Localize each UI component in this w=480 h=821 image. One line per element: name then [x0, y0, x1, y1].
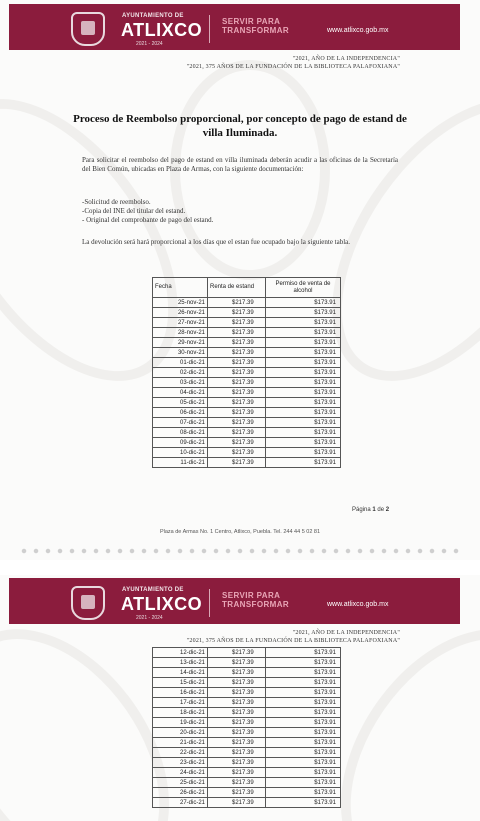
alcohol-cell: $173.91 — [266, 678, 341, 688]
date-cell: 04-dic-21 — [153, 388, 208, 398]
alcohol-cell: $173.91 — [266, 448, 341, 458]
alcohol-cell: $173.91 — [266, 748, 341, 758]
header-divider — [209, 15, 210, 43]
alcohol-cell: $173.91 — [266, 318, 341, 328]
date-cell: 30-nov-21 — [153, 348, 208, 358]
rent-cell: $217.39 — [208, 458, 266, 468]
table-row — [153, 408, 341, 418]
date-cell: 25-dic-21 — [153, 778, 208, 788]
alcohol-cell: $173.91 — [266, 348, 341, 358]
alcohol-cell: $173.91 — [266, 428, 341, 438]
table-row — [153, 678, 341, 688]
slogan: SERVIR PARA TRANSFORMAR — [222, 17, 290, 35]
rent-cell: $217.39 — [208, 318, 266, 328]
table-row — [153, 428, 341, 438]
org-years: 2021 - 2024 — [136, 41, 163, 47]
requirement-item: - Original del comprobante de pago del estand. — [82, 216, 214, 224]
table-row — [153, 728, 341, 738]
letterhead — [9, 4, 460, 50]
date-cell: 10-dic-21 — [153, 448, 208, 458]
legend-line-1: "2021, AÑO DE LA INDEPENDENCIA" — [292, 630, 400, 636]
rent-cell: $217.39 — [208, 648, 266, 658]
column-header-rent: Renta de estand — [208, 278, 266, 298]
alcohol-cell: $173.91 — [266, 418, 341, 428]
rent-cell: $217.39 — [208, 778, 266, 788]
alcohol-cell: $173.91 — [266, 718, 341, 728]
rent-cell: $217.39 — [208, 388, 266, 398]
requirements-list — [82, 198, 213, 225]
table-row — [153, 308, 341, 318]
website-url: www.atlixco.gob.mx — [327, 601, 389, 608]
column-header-alcohol: Permiso de venta de alcohol — [266, 278, 341, 298]
page-number: Página 1 de 2 — [352, 507, 390, 513]
alcohol-cell: $173.91 — [266, 358, 341, 368]
table-row — [153, 648, 341, 658]
date-cell: 13-dic-21 — [153, 658, 208, 668]
alcohol-cell: $173.91 — [266, 308, 341, 318]
alcohol-cell: $173.91 — [266, 398, 341, 408]
org-subtitle: AYUNTAMIENTO DE — [122, 587, 184, 593]
alcohol-cell: $173.91 — [266, 438, 341, 448]
date-cell: 27-nov-21 — [153, 318, 208, 328]
alcohol-cell: $173.91 — [266, 338, 341, 348]
alcohol-cell: $173.91 — [266, 378, 341, 388]
table-row — [153, 778, 341, 788]
website-url: www.atlixco.gob.mx — [327, 27, 389, 34]
alcohol-cell: $173.91 — [266, 758, 341, 768]
alcohol-cell: $173.91 — [266, 788, 341, 798]
rent-cell: $217.39 — [208, 768, 266, 778]
alcohol-cell: $173.91 — [266, 708, 341, 718]
decorative-border — [18, 546, 462, 556]
date-cell: 16-dic-21 — [153, 688, 208, 698]
table-row — [153, 438, 341, 448]
table-row — [153, 358, 341, 368]
date-cell: 05-dic-21 — [153, 398, 208, 408]
document-title: Proceso de Reembolso proporcional, por concepto de pago de estand de villa Iluminada. — [73, 113, 407, 139]
alcohol-cell: $173.91 — [266, 648, 341, 658]
rent-cell: $217.39 — [208, 358, 266, 368]
date-cell: 20-dic-21 — [153, 728, 208, 738]
rent-cell: $217.39 — [208, 748, 266, 758]
table-row — [153, 738, 341, 748]
closing-paragraph: La devolución será hará proporcional a los días que el estan fue ocupado bajo la siguiente tabla. — [82, 238, 351, 246]
rent-cell: $217.39 — [208, 368, 266, 378]
alcohol-cell: $173.91 — [266, 778, 341, 788]
table-row — [153, 378, 341, 388]
date-cell: 23-dic-21 — [153, 758, 208, 768]
alcohol-cell: $173.91 — [266, 698, 341, 708]
table-row — [153, 368, 341, 378]
table-row — [153, 318, 341, 328]
table-row — [153, 328, 341, 338]
letterhead — [9, 578, 460, 624]
date-cell: 26-nov-21 — [153, 308, 208, 318]
alcohol-cell: $173.91 — [266, 768, 341, 778]
table-row — [153, 768, 341, 778]
org-subtitle: AYUNTAMIENTO DE — [122, 13, 184, 19]
table-body — [153, 648, 341, 808]
table-row — [153, 348, 341, 358]
rent-cell: $217.39 — [208, 668, 266, 678]
rent-cell: $217.39 — [208, 348, 266, 358]
date-cell: 29-nov-21 — [153, 338, 208, 348]
rent-cell: $217.39 — [208, 798, 266, 808]
table-row — [153, 688, 341, 698]
alcohol-cell: $173.91 — [266, 728, 341, 738]
rent-cell: $217.39 — [208, 788, 266, 798]
org-name: ATLIXCO — [121, 594, 203, 614]
date-cell: 28-nov-21 — [153, 328, 208, 338]
date-cell: 27-dic-21 — [153, 798, 208, 808]
rent-cell: $217.39 — [208, 448, 266, 458]
date-cell: 25-nov-21 — [153, 298, 208, 308]
table-row — [153, 448, 341, 458]
slogan: SERVIR PARA TRANSFORMAR — [222, 591, 290, 609]
alcohol-cell: $173.91 — [266, 408, 341, 418]
header-divider — [209, 589, 210, 617]
rent-cell: $217.39 — [208, 298, 266, 308]
requirement-item: -Copia del INE del titular del estand. — [82, 207, 186, 215]
table-row — [153, 798, 341, 808]
date-cell: 12-dic-21 — [153, 648, 208, 658]
rent-cell: $217.39 — [208, 758, 266, 768]
date-cell: 19-dic-21 — [153, 718, 208, 728]
rent-cell: $217.39 — [208, 688, 266, 698]
date-cell: 01-dic-21 — [153, 358, 208, 368]
rent-cell: $217.39 — [208, 738, 266, 748]
atlixco-crest-icon — [71, 12, 105, 46]
table-row — [153, 458, 341, 468]
date-cell: 02-dic-21 — [153, 368, 208, 378]
alcohol-cell: $173.91 — [266, 298, 341, 308]
table-row — [153, 698, 341, 708]
rent-cell: $217.39 — [208, 398, 266, 408]
alcohol-cell: $173.91 — [266, 658, 341, 668]
rent-cell: $217.39 — [208, 408, 266, 418]
table-row — [153, 418, 341, 428]
date-cell: 17-dic-21 — [153, 698, 208, 708]
date-cell: 03-dic-21 — [153, 378, 208, 388]
rent-cell: $217.39 — [208, 378, 266, 388]
alcohol-cell: $173.91 — [266, 668, 341, 678]
intro-paragraph: Para solicitar el reembolso del pago de estand en villa iluminada deberán acudir a las oficinas de la Secretaría del Bien Común, ubicadas en Plaza de Armas, con la siguiente documentación: — [82, 156, 398, 173]
alcohol-cell: $173.91 — [266, 798, 341, 808]
rent-cell: $217.39 — [208, 728, 266, 738]
column-header-date: Fecha — [153, 278, 208, 298]
table-body — [153, 298, 341, 468]
alcohol-cell: $173.91 — [266, 368, 341, 378]
rent-cell: $217.39 — [208, 698, 266, 708]
alcohol-cell: $173.91 — [266, 738, 341, 748]
date-cell: 11-dic-21 — [153, 458, 208, 468]
footer-address: Plaza de Armas No. 1 Centro, Atlixco, Puebla. Tel. 244 44 5 02 81 — [159, 529, 321, 535]
table-row — [153, 338, 341, 348]
rent-cell: $217.39 — [208, 418, 266, 428]
refund-table-continued — [152, 647, 341, 808]
date-cell: 15-dic-21 — [153, 678, 208, 688]
table-row — [153, 668, 341, 678]
table-row — [153, 788, 341, 798]
table-row — [153, 398, 341, 408]
date-cell: 21-dic-21 — [153, 738, 208, 748]
org-name: ATLIXCO — [121, 20, 203, 40]
rent-cell: $217.39 — [208, 658, 266, 668]
requirement-item: -Solicitud de reembolso. — [82, 198, 151, 206]
alcohol-cell: $173.91 — [266, 688, 341, 698]
date-cell: 26-dic-21 — [153, 788, 208, 798]
date-cell: 24-dic-21 — [153, 768, 208, 778]
table-row — [153, 298, 341, 308]
rent-cell: $217.39 — [208, 338, 266, 348]
date-cell: 08-dic-21 — [153, 428, 208, 438]
date-cell: 18-dic-21 — [153, 708, 208, 718]
legend-line-2: "2021, 375 AÑOS DE LA FUNDACIÓN DE LA BIBLIOTECA PALAFOXIANA" — [186, 638, 400, 644]
table-row — [153, 758, 341, 768]
table-row — [153, 718, 341, 728]
alcohol-cell: $173.91 — [266, 328, 341, 338]
rent-cell: $217.39 — [208, 718, 266, 728]
refund-table — [152, 277, 341, 468]
rent-cell: $217.39 — [208, 428, 266, 438]
alcohol-cell: $173.91 — [266, 388, 341, 398]
org-years: 2021 - 2024 — [136, 615, 163, 621]
legend-line-1: "2021, AÑO DE LA INDEPENDENCIA" — [292, 56, 400, 62]
table-row — [153, 708, 341, 718]
legend-line-2: "2021, 375 AÑOS DE LA FUNDACIÓN DE LA BIBLIOTECA PALAFOXIANA" — [186, 64, 400, 70]
date-cell: 07-dic-21 — [153, 418, 208, 428]
date-cell: 22-dic-21 — [153, 748, 208, 758]
rent-cell: $217.39 — [208, 328, 266, 338]
table-row — [153, 388, 341, 398]
atlixco-crest-icon — [71, 586, 105, 620]
table-row — [153, 748, 341, 758]
rent-cell: $217.39 — [208, 678, 266, 688]
rent-cell: $217.39 — [208, 308, 266, 318]
date-cell: 14-dic-21 — [153, 668, 208, 678]
date-cell: 06-dic-21 — [153, 408, 208, 418]
rent-cell: $217.39 — [208, 708, 266, 718]
table-row — [153, 658, 341, 668]
alcohol-cell: $173.91 — [266, 458, 341, 468]
date-cell: 09-dic-21 — [153, 438, 208, 448]
rent-cell: $217.39 — [208, 438, 266, 448]
